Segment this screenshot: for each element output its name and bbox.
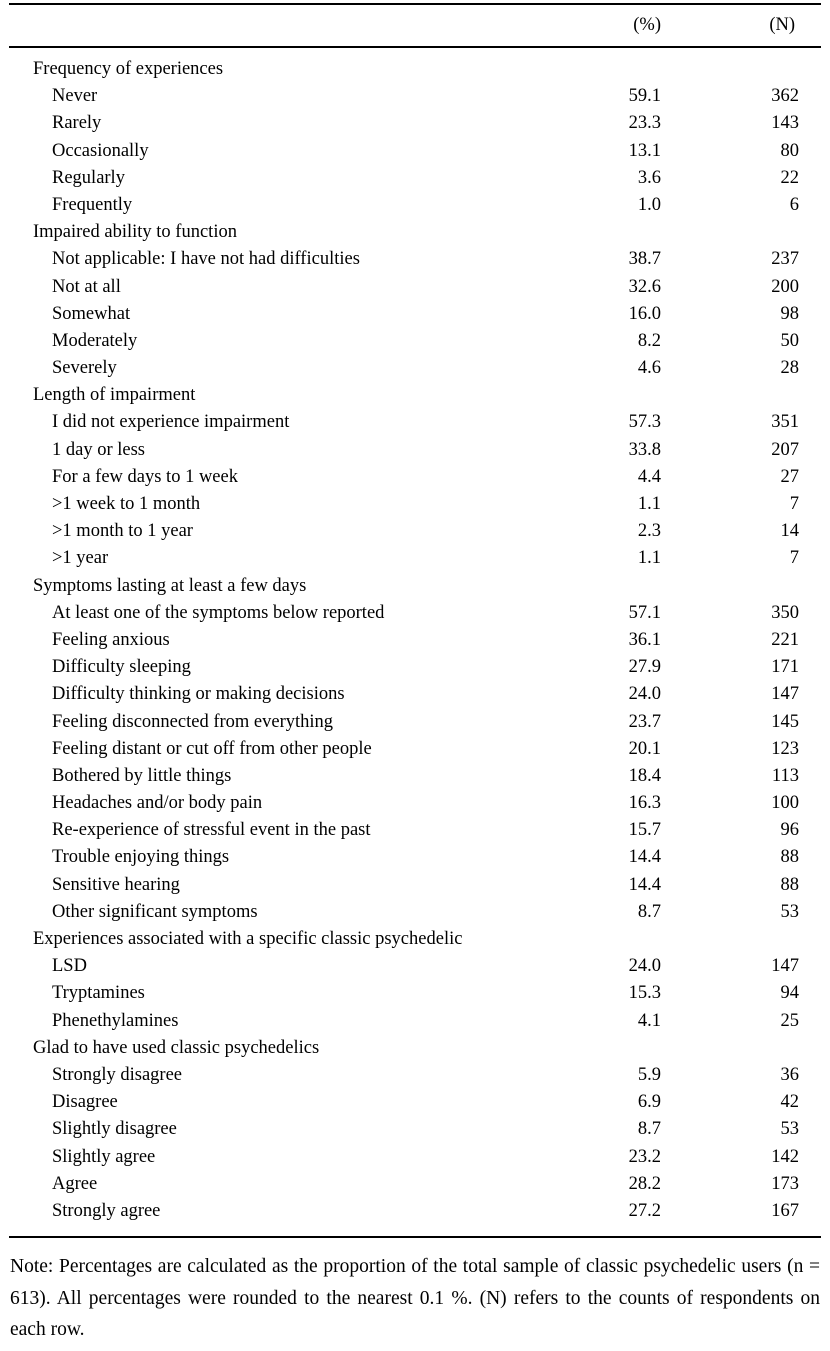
row-label: LSD [52,956,87,977]
table-row [9,165,821,192]
row-label: Severely [52,358,117,379]
row-count: 237 [771,249,799,270]
row-percent: 20.1 [628,738,661,759]
section-header-label: Length of impairment [33,385,196,406]
table-row [9,980,821,1007]
row-percent: 27.9 [628,657,661,678]
row-count: 88 [780,874,799,895]
row-percent: 1.1 [637,548,661,569]
row-count: 7 [789,494,799,514]
table-body [9,48,821,1238]
row-count: 88 [780,847,799,868]
row-percent: 4.4 [637,466,661,487]
row-percent: 32.6 [628,276,661,297]
section-header-row [9,56,821,83]
row-label: I did not experience impairment [52,412,290,433]
table-row [9,301,821,328]
table-row [9,790,821,817]
table-row [9,355,821,382]
row-count: 200 [771,276,799,297]
table-row [9,437,821,464]
row-count: 207 [771,439,799,460]
row-count: 36 [780,1064,799,1085]
table-row [9,736,821,763]
section-header-row [9,926,821,953]
row-label: Bothered by little things [52,765,232,786]
row-label: At least one of the symptoms below reported [52,602,385,623]
row-percent: 4.1 [637,1010,661,1031]
row-label: >1 year [52,548,109,569]
row-count: 173 [771,1173,799,1194]
table-row [9,1171,821,1198]
row-count: 27 [780,466,799,487]
section-header-row [9,1035,821,1062]
row-percent: 13.1 [628,140,661,161]
row-percent: 16.0 [628,303,661,324]
section-header-label: Experiences associated with a specific classic psychedelic [33,929,463,949]
row-label: >1 month to 1 year [52,521,193,542]
row-percent: 23.2 [628,1146,661,1167]
row-label: Not applicable: I have not had difficulties [52,249,360,270]
row-label: Feeling anxious [52,629,170,650]
table-row [9,491,821,518]
row-label: Difficulty sleeping [52,657,191,678]
row-label: Occasionally [52,140,149,161]
row-percent: 14.4 [628,874,661,895]
row-count: 42 [780,1092,799,1113]
row-count: 167 [771,1200,799,1221]
row-percent: 15.3 [628,983,661,1004]
row-label: Tryptamines [52,983,145,1004]
row-label: Slightly agree [52,1146,156,1167]
row-percent: 57.1 [628,602,661,623]
row-count: 6 [789,194,799,215]
table-row [9,1062,821,1089]
row-label: Difficulty thinking or making decisions [52,684,345,705]
table-row [9,246,821,273]
row-percent: 28.2 [628,1173,661,1194]
row-label: Feeling distant or cut off from other people [52,738,372,759]
table-row [9,600,821,627]
row-percent: 18.4 [628,765,661,786]
row-count: 100 [771,793,799,814]
row-count: 351 [771,412,799,433]
row-count: 362 [771,86,799,107]
table-row [9,872,821,899]
row-label: Agree [52,1173,98,1194]
row-label: Strongly disagree [52,1064,182,1085]
section-header-row [9,573,821,600]
row-percent: 24.0 [628,956,661,977]
row-count: 53 [780,901,799,922]
row-label: Moderately [52,330,138,351]
row-label: Disagree [52,1092,118,1113]
row-percent: 8.2 [637,330,661,351]
row-percent: 1.1 [637,494,661,514]
row-percent: 14.4 [628,847,661,868]
table-header-row [9,5,821,48]
row-percent: 1.0 [637,194,661,215]
row-count: 50 [780,330,799,351]
row-percent: 8.7 [637,901,661,922]
row-label: Trouble enjoying things [52,847,230,868]
table-row [9,627,821,654]
row-count: 28 [780,358,799,379]
section-header-row [9,219,821,246]
table-row [9,709,821,736]
row-label: Slightly disagree [52,1119,177,1140]
row-percent: 15.7 [628,820,661,841]
table-row [9,654,821,681]
row-label: 1 day or less [52,439,145,460]
column-header-count: (N) [769,15,795,35]
table-row [9,899,821,926]
row-percent: 23.7 [628,711,661,732]
row-count: 22 [780,167,799,188]
table-row [9,1089,821,1116]
row-count: 145 [771,711,799,732]
row-percent: 2.3 [637,521,661,542]
table-row [9,138,821,165]
section-header-row [9,382,821,409]
row-count: 53 [780,1119,799,1140]
section-header-label: Symptoms lasting at least a few days [33,575,307,596]
row-label: Somewhat [52,303,131,324]
row-count: 221 [771,629,799,650]
table-row [9,817,821,844]
table-row [9,763,821,790]
row-label: Rarely [52,113,102,134]
table-row [9,681,821,708]
row-label: Strongly agree [52,1200,161,1221]
row-percent: 24.0 [628,684,661,705]
row-count: 143 [771,113,799,134]
row-count: 350 [771,602,799,623]
row-label: Feeling disconnected from everything [52,711,334,732]
row-percent: 8.7 [637,1119,661,1140]
row-count: 25 [780,1010,799,1031]
row-label: Other significant symptoms [52,901,258,922]
row-percent: 27.2 [628,1200,661,1221]
table-row [9,409,821,436]
row-label: Phenethylamines [52,1010,179,1031]
row-label: Headaches and/or body pain [52,793,263,814]
row-percent: 59.1 [628,86,661,107]
row-label: >1 week to 1 month [52,494,201,514]
section-header-label: Glad to have used classic psychedelics [33,1037,320,1058]
table-note: Note: Percentages are calculated as the proportion of the total sample of classic psychedelic users (n = 613). All percentages were rounded to the nearest 0.1 %. (N) refers to the counts of respondents on each row. [10,1256,820,1341]
section-header-label: Impaired ability to function [33,222,237,243]
table-row [9,1008,821,1035]
table-row [9,1144,821,1171]
row-percent: 23.3 [628,113,661,134]
table-row [9,844,821,871]
row-percent: 5.9 [637,1064,661,1085]
row-count: 113 [771,765,799,786]
row-count: 147 [771,684,799,705]
row-count: 171 [771,657,799,678]
row-percent: 38.7 [628,249,661,270]
section-header-label: Frequency of experiences [33,59,224,79]
row-percent: 57.3 [628,412,661,433]
row-label: Not at all [52,276,121,297]
row-count: 94 [780,983,799,1004]
row-count: 14 [780,521,799,542]
row-label: Sensitive hearing [52,874,180,895]
row-count: 7 [789,548,799,569]
row-label: Frequently [52,194,133,215]
row-percent: 33.8 [628,439,661,460]
row-count: 80 [780,140,799,161]
table-row [9,1116,821,1143]
row-percent: 3.6 [637,167,661,188]
table-row [9,328,821,355]
table-row [9,953,821,980]
row-label: Regularly [52,167,125,188]
row-percent: 36.1 [628,629,661,650]
table-row [9,110,821,137]
row-count: 142 [771,1146,799,1167]
row-label: For a few days to 1 week [52,466,238,487]
row-count: 147 [771,956,799,977]
column-header-percent: (%) [633,15,661,35]
row-percent: 16.3 [628,793,661,814]
table-row [9,464,821,491]
summary-table [9,3,821,1238]
table-row [9,518,821,545]
table-row [9,83,821,110]
row-percent: 4.6 [637,358,661,379]
table-row [9,274,821,301]
row-label: Re-experience of stressful event in the past [52,820,371,841]
table-row [9,545,821,572]
row-label: Never [52,86,98,107]
table-row [9,1198,821,1225]
table-row [9,192,821,219]
row-count: 98 [780,303,799,324]
row-count: 123 [771,738,799,759]
row-count: 96 [780,820,799,841]
row-percent: 6.9 [637,1092,661,1113]
